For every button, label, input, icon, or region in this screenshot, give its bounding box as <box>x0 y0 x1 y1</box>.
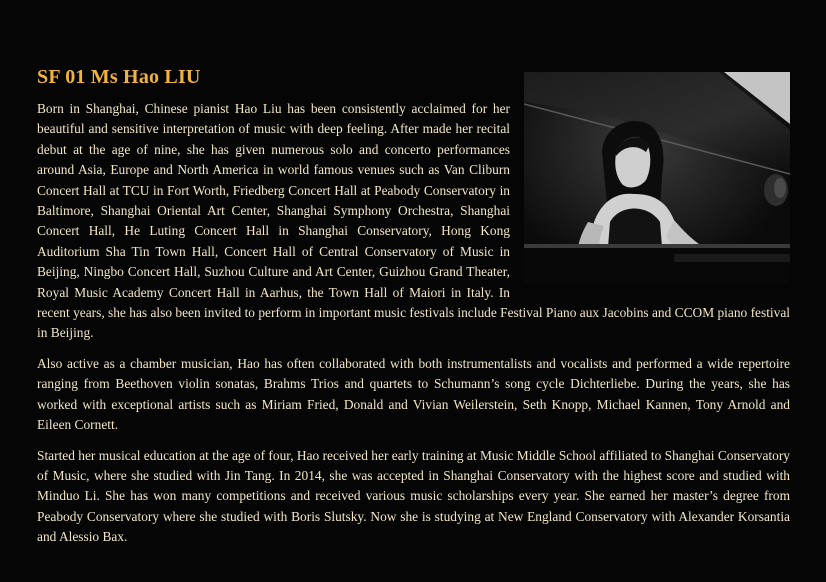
biography <box>37 99 790 558</box>
biography-paragraph: Started her musical education at the age of four, Hao received her early training at Music Middle School affiliated to Shanghai Conservatory of Music, where she studied with Jin Tang. In 2014, she was accepted in Shanghai Conservatory with the highest score and studied with Minduo Li. She has won many competitions and received various music scholarships every year. She earned her master’s degree from Peabody Conservatory where she studied with Boris Slutsky. Now she is studying at New England Conservatory with Alexander Korsantia and Alessio Bax. <box>37 447 790 545</box>
pianist-photo <box>524 72 790 284</box>
biography-paragraph: Born in Shanghai, Chinese pianist Hao Liu has been consistently acclaimed for her beautiful and sensitive interpretation of music with deep feeling. After made her recital debut at the age of nine, she has given numerous solo and concerto performances around Asia, Europe and North America in world famous venues such as Van Cliburn Concert Hall at TCU in Fort Worth, Friedberg Concert Hall at Peabody Conservatory in Baltimore, Shanghai Oriental Art Center, Shanghai Symphony Orchestra, Shanghai Concert Hall, He Luting Concert Hall in Shanghai Conservatory, Hong Kong Auditorium Sha Tin Town Hall, Concert Hall of Central Conservatory of Music in Beijing, Ningbo Concert Hall, Suzhou Culture and Art Center, Guizhou Grand Theater, Royal Music Academy Concert Hall in Aarhus, the Town Hall of Maiori in Italy. In recent years, she has also been invited to perform in important music festivals include Festival Piano aux Jacobins and CCOM piano festival in Beijing. <box>37 101 790 341</box>
biography-paragraph: Also active as a chamber musician, Hao has often collaborated with both instrumentalists and vocalists and performed a wide repertoire ranging from Beethoven violin sonatas, Brahms Trios and quartets to Schumann’s song cycle Dichterliebe. During the years, she has worked with exceptional artists such as Miriam Fried, Donald and Vivian Weilerstein, Seth Knopp, Michael Kannen, Tony Arnold and Eileen Cornett. <box>37 355 790 433</box>
page-title: SF 01 Ms Hao LIU <box>37 66 201 88</box>
